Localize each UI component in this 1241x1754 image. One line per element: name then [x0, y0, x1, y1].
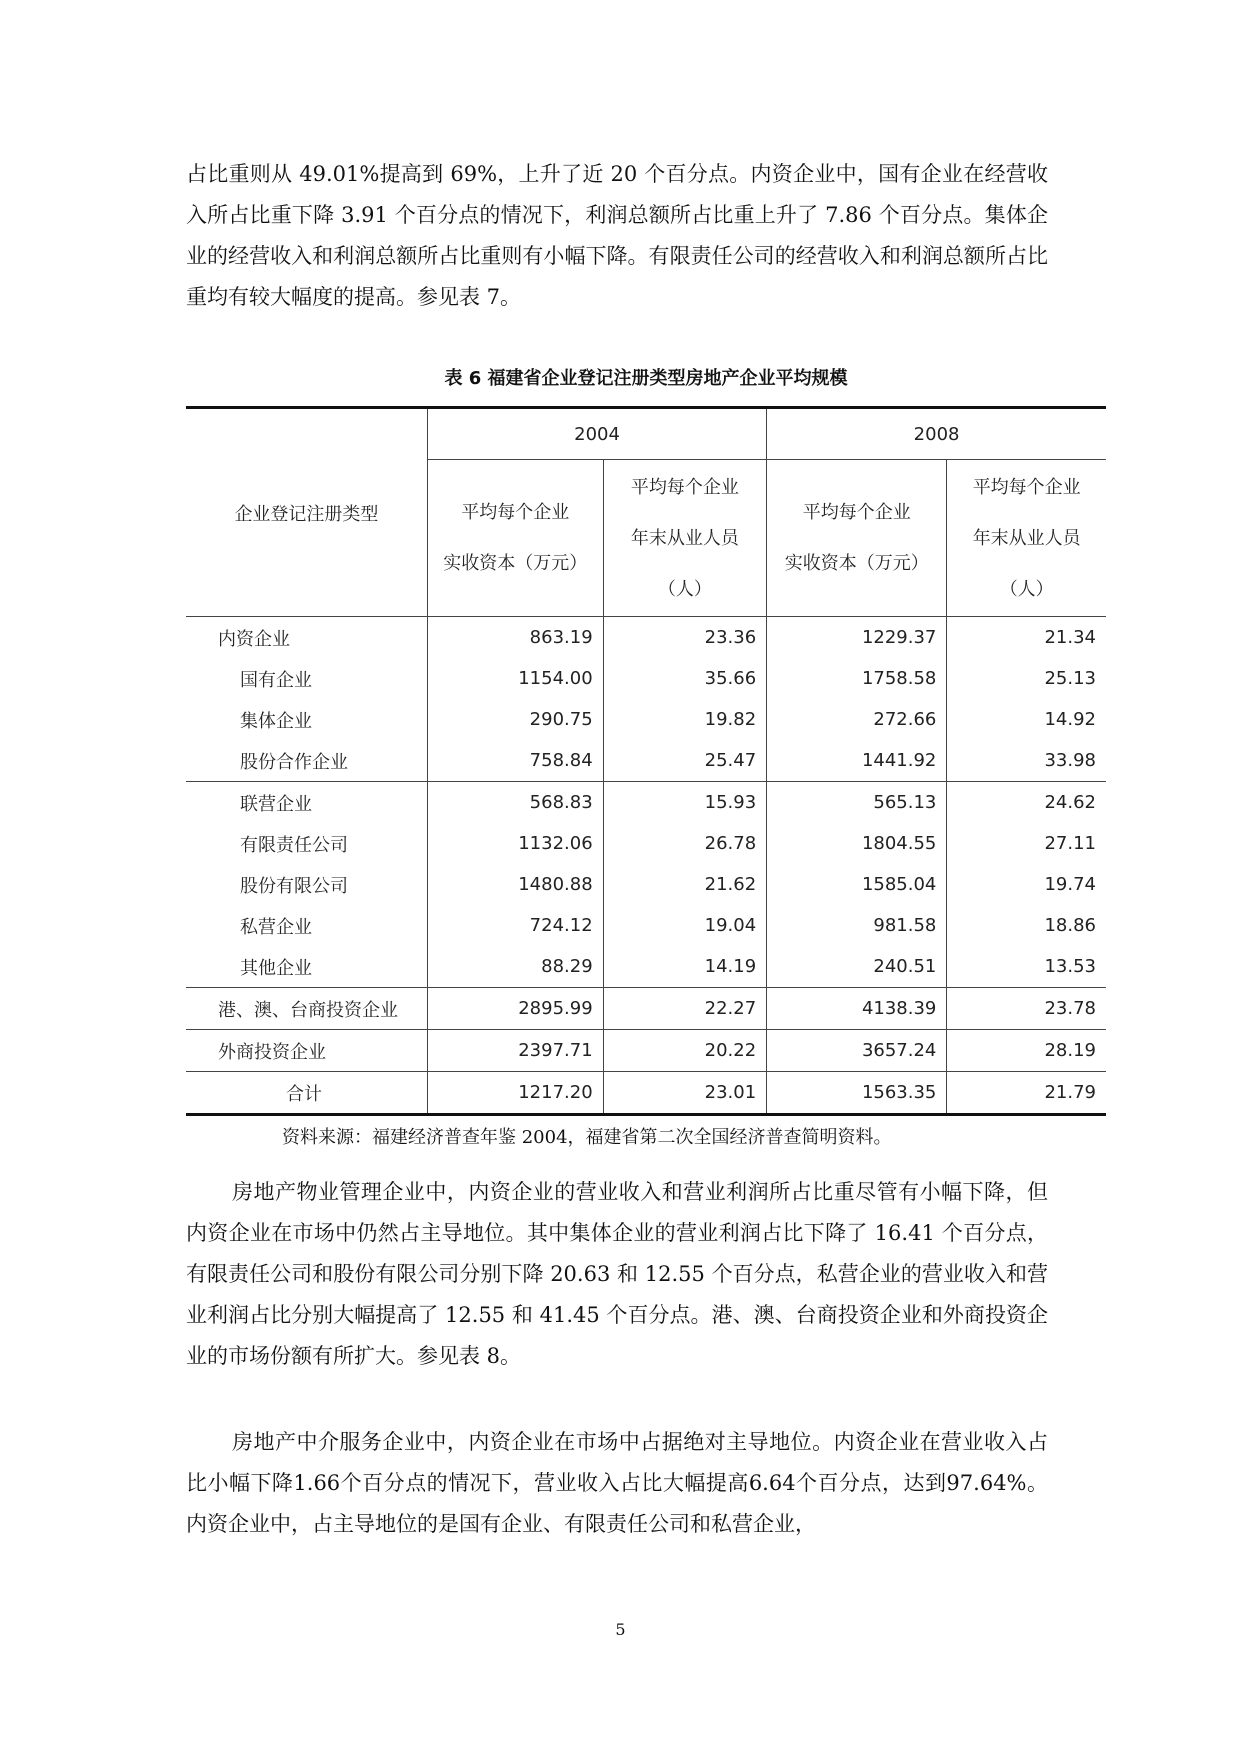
- cell: 1804.55: [767, 823, 947, 864]
- row-label: 内资企业: [218, 628, 290, 650]
- row-label: 有限责任公司: [240, 834, 348, 856]
- table-title: 表 6 福建省企业登记注册类型房地产企业平均规模: [444, 368, 848, 389]
- cell: 758.84: [427, 740, 603, 782]
- year-header-2004: 2004: [427, 408, 766, 460]
- table-source-note: 资料来源：福建经济普查年鉴 2004，福建省第二次全国经济普查简明资料。: [282, 1127, 892, 1148]
- table-row: [186, 823, 1106, 864]
- cell: 272.66: [767, 699, 947, 740]
- cell: 14.19: [603, 946, 767, 988]
- table-row: [186, 658, 1106, 699]
- cell: 23.78: [947, 988, 1106, 1030]
- paragraph-intermediary-services: 房地产中介服务企业中，内资企业在市场中占据绝对主导地位。内资企业在营业收入占比小幅下降1.66个百分点的情况下，营业收入占比大幅提高6.64个百分点，达到97.64%。内资企业中，占主导地位的是国有企业、有限责任公司和私营企业，: [186, 1430, 1048, 1536]
- row-label: 股份合作企业: [240, 751, 348, 773]
- cell: 28.19: [947, 1030, 1106, 1072]
- table-row: [186, 946, 1106, 988]
- year-header-2008: 2008: [767, 408, 1106, 460]
- row-label: 股份有限公司: [240, 875, 348, 897]
- cell: 2397.71: [427, 1030, 603, 1072]
- row-label: 国有企业: [240, 669, 312, 691]
- column-header-capital-2008: 平均每个企业 实收资本（万元）: [767, 460, 947, 617]
- table-row: [186, 782, 1106, 824]
- paragraph-continuation: 占比重则从 49.01%提高到 69%，上升了近 20 个百分点。内资企业中，国有企业在经营收入所占比重下降 3.91 个百分点的情况下，利润总额所占比重上升了 7.86 个百分点。集体企业的经营收入和利润总额所占比重则有小幅下降。有限责任公司的经营收入和利润总额所占比重均有较大幅度的提高。参见表 7。: [186, 162, 1048, 309]
- cell: 35.66: [603, 658, 767, 699]
- cell: 981.58: [767, 905, 947, 946]
- cell: 25.47: [603, 740, 767, 782]
- cell: 2895.99: [427, 988, 603, 1030]
- row-label: 港、澳、台商投资企业: [186, 988, 427, 1030]
- row-label: 合计: [186, 1072, 427, 1115]
- data-table: [186, 406, 1106, 1116]
- cell: 1585.04: [767, 864, 947, 905]
- cell: 25.13: [947, 658, 1106, 699]
- cell: 565.13: [767, 782, 947, 824]
- cell: 18.86: [947, 905, 1106, 946]
- row-label: 外商投资企业: [186, 1030, 427, 1072]
- cell: 21.79: [947, 1072, 1106, 1115]
- table-row-total: [186, 1072, 1106, 1115]
- cell: 22.27: [603, 988, 767, 1030]
- cell: 1154.00: [427, 658, 603, 699]
- cell: 24.62: [947, 782, 1106, 824]
- cell: 290.75: [427, 699, 603, 740]
- cell: 14.92: [947, 699, 1106, 740]
- cell: 568.83: [427, 782, 603, 824]
- table-row: [186, 740, 1106, 782]
- cell: 4138.39: [767, 988, 947, 1030]
- cell: 1480.88: [427, 864, 603, 905]
- cell: 1217.20: [427, 1072, 603, 1115]
- cell: 13.53: [947, 946, 1106, 988]
- cell: 21.34: [947, 617, 1106, 659]
- row-label: 其他企业: [240, 957, 312, 979]
- cell: 1132.06: [427, 823, 603, 864]
- page-number: 5: [615, 1620, 626, 1639]
- cell: 27.11: [947, 823, 1106, 864]
- cell: 1563.35: [767, 1072, 947, 1115]
- table-row: [186, 617, 1106, 659]
- paragraph-property-management: 房地产物业管理企业中，内资企业的营业收入和营业利润所占比重尽管有小幅下降，但内资企业在市场中仍然占主导地位。其中集体企业的营业利润占比下降了 16.41 个百分点，有限责任公司和股份有限公司分别下降 20.63 和 12.55 个百分点，私营企业的营业收入和营业利润占比分别大幅提高了 12.55 和 41.45 个百分点。港、澳、台商投资企业和外商投资企业的市场份额有所扩大。参见表 8。: [186, 1180, 1048, 1368]
- table-row: [186, 864, 1106, 905]
- row-label: 私营企业: [240, 916, 312, 938]
- cell: 1758.58: [767, 658, 947, 699]
- table-row: [186, 1030, 1106, 1072]
- row-label: 集体企业: [240, 710, 312, 732]
- column-header-staff-2004: 平均每个企业 年末从业人员 （人）: [603, 460, 767, 617]
- cell: 88.29: [427, 946, 603, 988]
- cell: 19.82: [603, 699, 767, 740]
- cell: 23.36: [603, 617, 767, 659]
- table-row: [186, 905, 1106, 946]
- table-row: [186, 988, 1106, 1030]
- cell: 863.19: [427, 617, 603, 659]
- cell: 724.12: [427, 905, 603, 946]
- cell: 3657.24: [767, 1030, 947, 1072]
- cell: 20.22: [603, 1030, 767, 1072]
- table-row: [186, 699, 1106, 740]
- cell: 1441.92: [767, 740, 947, 782]
- column-header-staff-2008: 平均每个企业 年末从业人员 （人）: [947, 460, 1106, 617]
- row-label: 联营企业: [186, 782, 427, 824]
- cell: 26.78: [603, 823, 767, 864]
- cell: 33.98: [947, 740, 1106, 782]
- cell: 240.51: [767, 946, 947, 988]
- column-header-capital-2004: 平均每个企业 实收资本（万元）: [427, 460, 603, 617]
- cell: 19.74: [947, 864, 1106, 905]
- cell: 23.01: [603, 1072, 767, 1115]
- row-header: 企业登记注册类型: [186, 408, 427, 617]
- cell: 19.04: [603, 905, 767, 946]
- cell: 15.93: [603, 782, 767, 824]
- cell: 21.62: [603, 864, 767, 905]
- cell: 1229.37: [767, 617, 947, 659]
